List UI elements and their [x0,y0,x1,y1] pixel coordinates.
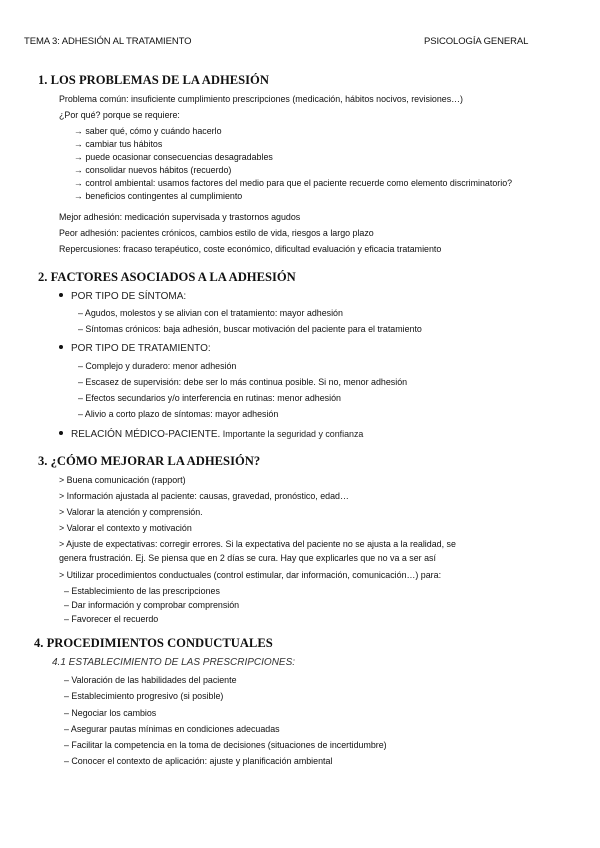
s1-repercussions: Repercusiones: fracaso terapéutico, coste económico, dificultad evaluación y eficacia tratamiento [59,244,442,254]
s2-category-doctor-patient: RELACIÓN MÉDICO-PACIENTE. Importante la seguridad y confianza [59,429,363,440]
s3-item-continuation: genera frustración. Ej. Se piensa que en 2 días se cura. Hay que explicarles que no va a ser así [59,553,436,563]
s2-category-symptom: POR TIPO DE SÍNTOMA: [59,291,186,302]
s4-item: – Asegurar pautas mínimas en condiciones adecuadas [64,724,280,734]
s1-why: ¿Por qué? porque se requiere: [59,110,180,120]
s1-worse-adherence: Peor adhesión: pacientes crónicos, cambios estilo de vida, riesgos a largo plazo [59,228,374,238]
s4-item: – Negociar los cambios [64,708,157,718]
s2-treatment-item: – Alivio a corto plazo de síntomas: mayor adhesión [78,409,279,419]
section-1-title: 1. LOS PROBLEMAS DE LA ADHESIÓN [38,73,269,87]
s2-symptom-item: – Agudos, molestos y se alivian con el tratamiento: mayor adhesión [78,308,343,318]
section-2-title: 2. FACTORES ASOCIADOS A LA ADHESIÓN [38,270,296,284]
s2-symptom-item: – Síntomas crónicos: baja adhesión, buscar motivación del paciente para el tratamiento [78,324,422,334]
s1-arrow-item: → saber qué, cómo y cuándo hacerlo [74,126,222,136]
s1-arrow-item: → cambiar tus hábitos [74,139,163,149]
s4-item: – Valoración de las habilidades del paciente [64,675,237,685]
s3-item: > Ajuste de expectativas: corregir errores. Si la expectativa del paciente no se ajusta a la realidad, se [59,539,456,549]
s3-item: > Utilizar procedimientos conductuales (control estimular, dar información, comunicación…) para: [59,570,442,580]
s2-treatment-item: – Efectos secundarios y/o interferencia en rutinas: menor adhesión [78,393,341,403]
s1-arrow-item: → puede ocasionar consecuencias desagradables [74,152,273,162]
s1-arrow-item: → beneficios contingentes al cumplimiento [74,191,243,201]
bullet-icon [59,293,63,297]
document-header-left: TEMA 3: ADHESIÓN AL TRATAMIENTO [24,36,192,47]
s3-item: > Valorar el contexto y motivación [59,523,192,533]
s2-category-treatment: POR TIPO DE TRATAMIENTO: [59,343,211,354]
s3-dash-item: – Establecimiento de las prescripciones [64,586,220,596]
section-4-title: 4. PROCEDIMIENTOS CONDUCTUALES [34,636,273,650]
s1-arrow-item: → consolidar nuevos hábitos (recuerdo) [74,165,232,175]
s2-treatment-item: – Escasez de supervisión: debe ser lo más continua posible. Si no, menor adhesión [78,377,408,387]
s3-item: > Buena comunicación (rapport) [59,475,186,485]
s1-better-adherence: Mejor adhesión: medicación supervisada y trastornos agudos [59,212,301,222]
s3-item: > Valorar la atención y comprensión. [59,507,203,517]
document-header-right: PSICOLOGÍA GENERAL [424,36,529,47]
s4-subtitle: 4.1 ESTABLECIMIENTO DE LAS PRESCRIPCIONES: [52,657,296,668]
s4-item: – Establecimiento progresivo (si posible) [64,691,224,701]
s2-treatment-item: – Complejo y duradero: menor adhesión [78,361,237,371]
s1-common-problem: Problema común: insuficiente cumplimiento prescripciones (medicación, hábitos nocivos, revisiones…) [59,94,463,104]
s4-item: – Facilitar la competencia en la toma de decisiones (situaciones de incertidumbre) [64,740,387,750]
s3-dash-item: – Favorecer el recuerdo [64,614,159,624]
s1-arrow-item: → control ambiental: usamos factores del medio para que el paciente recuerde como elemento discriminatorio? [74,178,513,188]
s4-item: – Conocer el contexto de aplicación: ajuste y planificación ambiental [64,756,333,766]
section-3-title: 3. ¿CÓMO MEJORAR LA ADHESIÓN? [38,454,261,468]
bullet-icon [59,431,63,435]
s3-dash-item: – Dar información y comprobar comprensión [64,600,240,610]
bullet-icon [59,345,63,349]
s3-item: > Información ajustada al paciente: causas, gravedad, pronóstico, edad… [59,491,349,501]
